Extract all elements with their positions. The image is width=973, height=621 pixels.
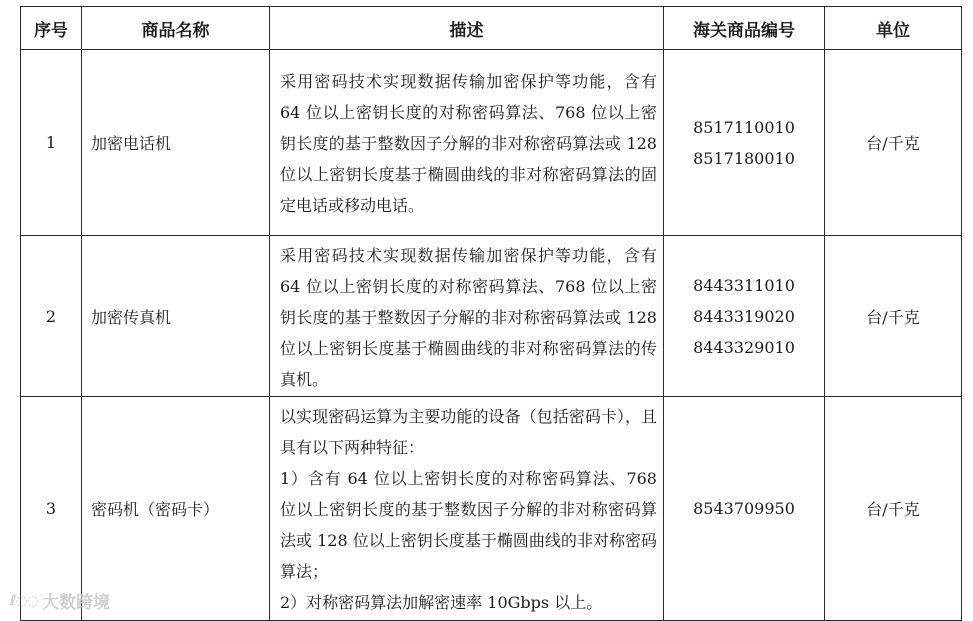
customs-code: 8443311010: [693, 275, 795, 295]
row-unit: 台/千克: [825, 50, 962, 236]
header-serial-number: 序号: [21, 7, 82, 50]
row-unit: 台/千克: [825, 397, 962, 621]
watermark-logo-icon: ℓ◌◌: [10, 592, 39, 609]
row-description: [270, 397, 664, 621]
row-customs-codes: [664, 236, 825, 397]
header-unit: 单位: [825, 7, 962, 50]
goods-table: [20, 6, 962, 621]
row-product-name: 加密电话机: [82, 50, 270, 236]
row-customs-codes: [664, 397, 825, 621]
header-customs-code: 海关商品编号: [664, 7, 825, 50]
watermark: [10, 588, 110, 613]
row-serial-number: 1: [21, 50, 82, 236]
table-row: [21, 397, 962, 621]
watermark-text: 大数跨境: [42, 593, 111, 613]
row-product-name: 密码机（密码卡）: [82, 397, 270, 621]
row-serial-number: 2: [21, 236, 82, 397]
row-serial-number: 3: [21, 397, 82, 621]
customs-code: 8543709950: [693, 499, 795, 518]
row-unit: 台/千克: [825, 236, 962, 397]
row-description: 采用密码技术实现数据传输加密保护等功能，含有 64 位以上密钥长度的对称密码算法、768 位以上密钥长度的基于整数因子分解的非对称密码算法或 128 位以上密钥长度基于椭圆曲线的非对称密码算法的传真机。: [270, 236, 664, 397]
customs-code: 8517110010: [693, 117, 795, 137]
table-header-row: [21, 7, 962, 50]
customs-code: 8517180010: [693, 148, 795, 168]
customs-code: 8443329010: [693, 337, 795, 357]
description-feature-2: 2）对称密码算法加解密速率 10Gbps 以上。: [280, 593, 603, 612]
table-row: [21, 236, 962, 397]
customs-code: 8443319020: [693, 306, 795, 326]
description-intro: 以实现密码运算为主要功能的设备（包括密码卡），且具有以下两种特征：: [280, 407, 657, 457]
header-product-name: 商品名称: [82, 7, 270, 50]
header-description: 描述: [270, 7, 664, 50]
row-description: 采用密码技术实现数据传输加密保护等功能，含有 64 位以上密钥长度的对称密码算法、768 位以上密钥长度的基于整数因子分解的非对称密码算法或 128 位以上密钥长度基于椭圆曲线的非对称密码算法的固定电话或移动电话。: [270, 50, 664, 236]
row-customs-codes: [664, 50, 825, 236]
row-product-name: 加密传真机: [82, 236, 270, 397]
description-feature-1: 1）含有 64 位以上密钥长度的对称密码算法、768 位以上密钥长度的基于整数因子分解的非对称密码算法或 128 位以上密钥长度基于椭圆曲线的非对称密码算法；: [280, 469, 657, 581]
table-row: [21, 50, 962, 236]
